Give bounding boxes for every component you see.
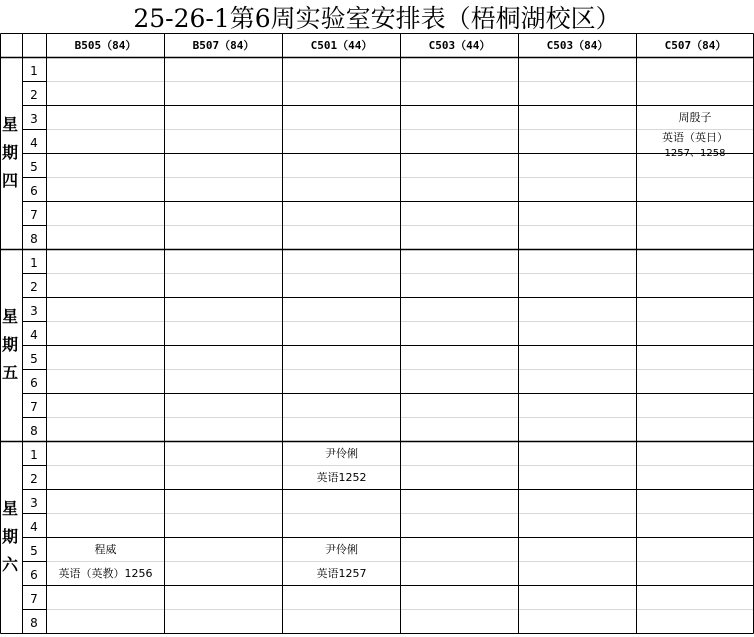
period-number: 7 [30, 208, 38, 222]
column-header-c503-84: C503（84） [546, 39, 609, 52]
period-number: 1 [30, 256, 38, 270]
day-char: 星 [1, 115, 18, 134]
day-char: 星 [1, 499, 18, 518]
period-number: 2 [30, 88, 38, 102]
schedule-entry [283, 446, 400, 462]
entry-teacher: 尹伶俐 [325, 447, 358, 460]
schedule-entry-course [47, 566, 164, 582]
period-number: 4 [30, 328, 38, 342]
column-header-c501: C501（44） [310, 39, 373, 52]
period-number: 6 [30, 568, 38, 582]
period-number: 8 [30, 616, 38, 630]
day-label-thursday [0, 58, 22, 248]
day-label-friday [0, 250, 22, 440]
day-char: 期 [1, 527, 18, 546]
entry-course: 英语1257 [316, 567, 367, 580]
day-char: 星 [1, 307, 18, 326]
period-number: 2 [30, 472, 38, 486]
day-char: 五 [1, 363, 18, 382]
column-header-c503-44: C503（44） [428, 39, 491, 52]
entry-course: 英语（英日） [662, 131, 728, 144]
schedule-entry-course [283, 470, 400, 486]
period-number: 3 [30, 304, 38, 318]
schedule-entry [637, 107, 753, 159]
period-number: 8 [30, 424, 38, 438]
entry-classes: 1257、1258 [664, 148, 726, 159]
day-char: 期 [1, 335, 18, 354]
column-header-c507: C507（84） [664, 39, 727, 52]
column-header-b505: B505（84） [74, 39, 137, 52]
entry-teacher: 周殷子 [678, 111, 712, 124]
day-char: 期 [1, 143, 18, 162]
period-number: 5 [30, 160, 38, 174]
period-number: 6 [30, 184, 38, 198]
period-number: 6 [30, 376, 38, 390]
period-number: 3 [30, 496, 38, 510]
period-number: 7 [30, 592, 38, 606]
period-number: 4 [30, 520, 38, 534]
period-number: 2 [30, 280, 38, 294]
column-header-b507: B507（84） [192, 39, 255, 52]
entry-teacher: 尹伶俐 [325, 543, 358, 556]
period-number: 8 [30, 232, 38, 246]
entry-course: 英语（英教）1256 [58, 567, 153, 580]
sheet-title: 25-26-1第6周实验室安排表（梧桐湖校区） [133, 4, 621, 33]
schedule-entry [283, 542, 400, 558]
period-number: 7 [30, 400, 38, 414]
day-label-saturday [0, 442, 22, 632]
day-char: 四 [1, 171, 18, 190]
period-number: 5 [30, 544, 38, 558]
schedule-entry-course [283, 566, 400, 582]
period-number: 1 [30, 64, 38, 78]
period-number: 5 [30, 352, 38, 366]
day-char: 六 [1, 555, 18, 574]
period-number: 4 [30, 136, 38, 150]
period-number: 1 [30, 448, 38, 462]
entry-course: 英语1252 [316, 471, 367, 484]
entry-teacher: 程威 [94, 543, 117, 556]
period-number: 3 [30, 112, 38, 126]
schedule-entry [47, 542, 164, 558]
